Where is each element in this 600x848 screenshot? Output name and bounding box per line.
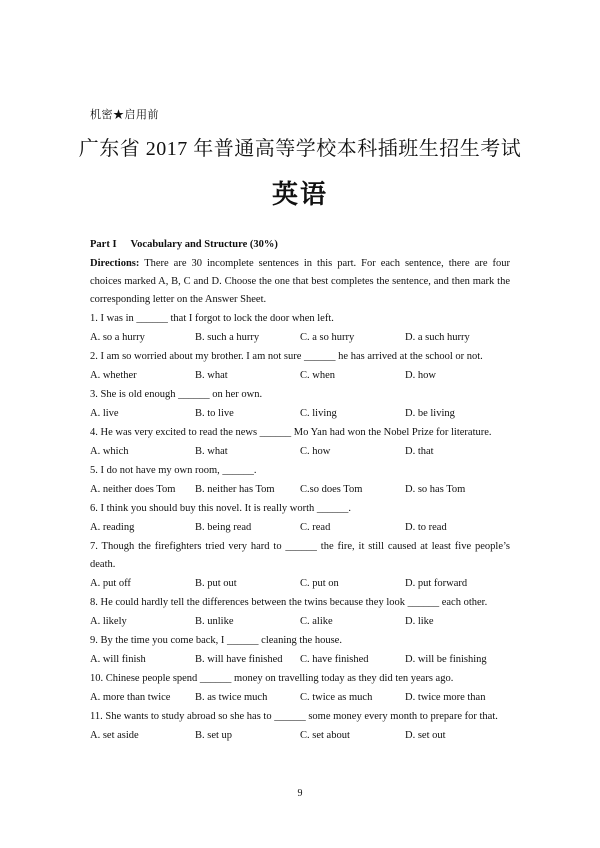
option-b: B. unlike bbox=[195, 616, 234, 627]
page-number: 9 bbox=[297, 788, 303, 799]
answer-options bbox=[90, 405, 510, 423]
question-stem: 10. Chinese people spend ______ money on travelling today as they did ten years ago. bbox=[90, 673, 454, 684]
question-2 bbox=[90, 348, 510, 385]
option-c: C. put on bbox=[300, 578, 339, 589]
option-a: A. neither does Tom bbox=[90, 484, 176, 495]
option-a: A. so a hurry bbox=[90, 332, 145, 343]
option-d: D. that bbox=[405, 446, 434, 457]
directions-label: Directions: bbox=[90, 258, 140, 269]
option-b: B. will have finished bbox=[195, 654, 283, 665]
option-d: D. put forward bbox=[405, 578, 468, 589]
option-d: D. how bbox=[405, 370, 436, 381]
option-d: D. a such hurry bbox=[405, 332, 470, 343]
answer-options bbox=[90, 651, 510, 669]
part-heading bbox=[90, 236, 510, 254]
question-8 bbox=[90, 594, 510, 631]
answer-options bbox=[90, 329, 510, 347]
question-5 bbox=[90, 462, 510, 499]
option-a: A. put off bbox=[90, 578, 131, 589]
option-b: B. neither has Tom bbox=[195, 484, 275, 495]
option-b: B. such a hurry bbox=[195, 332, 260, 343]
question-stem: 4. He was very excited to read the news ______ Mo Yan had won the Nobel Prize for literature. bbox=[90, 427, 492, 438]
option-c: C. have finished bbox=[300, 654, 369, 665]
answer-options bbox=[90, 727, 510, 745]
option-a: A. whether bbox=[90, 370, 137, 381]
part-label: Part I bbox=[90, 239, 117, 250]
question-stem: 5. I do not have my own room, ______. bbox=[90, 465, 257, 476]
option-b: B. set up bbox=[195, 730, 233, 741]
exam-content bbox=[90, 236, 510, 745]
option-c: C. alike bbox=[300, 616, 333, 627]
option-d: D. like bbox=[405, 616, 434, 627]
option-d: D. so has Tom bbox=[405, 484, 466, 495]
option-c: C.so does Tom bbox=[300, 484, 363, 495]
option-c: C. a so hurry bbox=[300, 332, 355, 343]
option-a: A. which bbox=[90, 446, 129, 457]
option-a: A. more than twice bbox=[90, 692, 171, 703]
answer-options bbox=[90, 367, 510, 385]
question-stem: 7. Though the firefighters tried very hard to ______ the fire, it still caused at least five people’s death. bbox=[90, 541, 510, 570]
option-c: C. when bbox=[300, 370, 335, 381]
answer-options bbox=[90, 689, 510, 707]
option-c: C. how bbox=[300, 446, 331, 457]
option-b: B. what bbox=[195, 370, 228, 381]
question-4 bbox=[90, 424, 510, 461]
option-d: D. set out bbox=[405, 730, 446, 741]
question-stem: 8. He could hardly tell the differences between the twins because they look ______ each other. bbox=[90, 597, 488, 608]
option-c: C. set about bbox=[300, 730, 350, 741]
question-stem: 11. She wants to study abroad so she has to ______ some money every month to prepare for that. bbox=[90, 711, 498, 722]
answer-options bbox=[90, 575, 510, 593]
option-c: C. living bbox=[300, 408, 337, 419]
option-d: D. to read bbox=[405, 522, 447, 533]
option-a: A. likely bbox=[90, 616, 127, 627]
question-6 bbox=[90, 500, 510, 537]
question-stem: 6. I think you should buy this novel. It is really worth ______. bbox=[90, 503, 352, 514]
option-b: B. to live bbox=[195, 408, 234, 419]
option-a: A. live bbox=[90, 408, 119, 419]
question-3 bbox=[90, 386, 510, 423]
option-d: D. will be finishing bbox=[405, 654, 487, 665]
option-a: A. reading bbox=[90, 522, 135, 533]
option-b: B. what bbox=[195, 446, 228, 457]
question-7 bbox=[90, 538, 510, 593]
option-d: D. be living bbox=[405, 408, 455, 419]
option-c: C. read bbox=[300, 522, 331, 533]
question-stem: 2. I am so worried about my brother. I am not sure ______ he has arrived at the school or not. bbox=[90, 351, 483, 362]
option-a: A. will finish bbox=[90, 654, 146, 665]
directions-text: There are 30 incomplete sentences in this part. For each sentence, there are four choices marked A, B, C and D. Choose the one that best completes the sentence, and then mark the corresponding letter on the Answer Sheet. bbox=[90, 258, 510, 305]
answer-options bbox=[90, 613, 510, 631]
question-10 bbox=[90, 670, 510, 707]
answer-options bbox=[90, 443, 510, 461]
question-list bbox=[90, 310, 510, 745]
option-c: C. twice as much bbox=[300, 692, 373, 703]
question-stem: 3. She is old enough ______ on her own. bbox=[90, 389, 263, 400]
question-9 bbox=[90, 632, 510, 669]
question-1 bbox=[90, 310, 510, 347]
question-11 bbox=[90, 708, 510, 745]
option-d: D. twice more than bbox=[405, 692, 486, 703]
option-a: A. set aside bbox=[90, 730, 139, 741]
part-name: Vocabulary and Structure (30%) bbox=[130, 239, 278, 250]
question-stem: 9. By the time you come back, I ______ cleaning the house. bbox=[90, 635, 342, 646]
confidential-label: 机密★启用前 bbox=[90, 109, 159, 121]
answer-options bbox=[90, 519, 510, 537]
exam-title: 广东省 2017 年普通高等学校本科插班生招生考试 bbox=[78, 138, 522, 160]
option-b: B. being read bbox=[195, 522, 252, 533]
question-stem: 1. I was in ______ that I forgot to lock the door when left. bbox=[90, 313, 334, 324]
option-b: B. put out bbox=[195, 578, 237, 589]
option-b: B. as twice much bbox=[195, 692, 268, 703]
answer-options bbox=[90, 481, 510, 499]
subject-title: 英语 bbox=[271, 180, 328, 209]
directions bbox=[90, 255, 510, 309]
